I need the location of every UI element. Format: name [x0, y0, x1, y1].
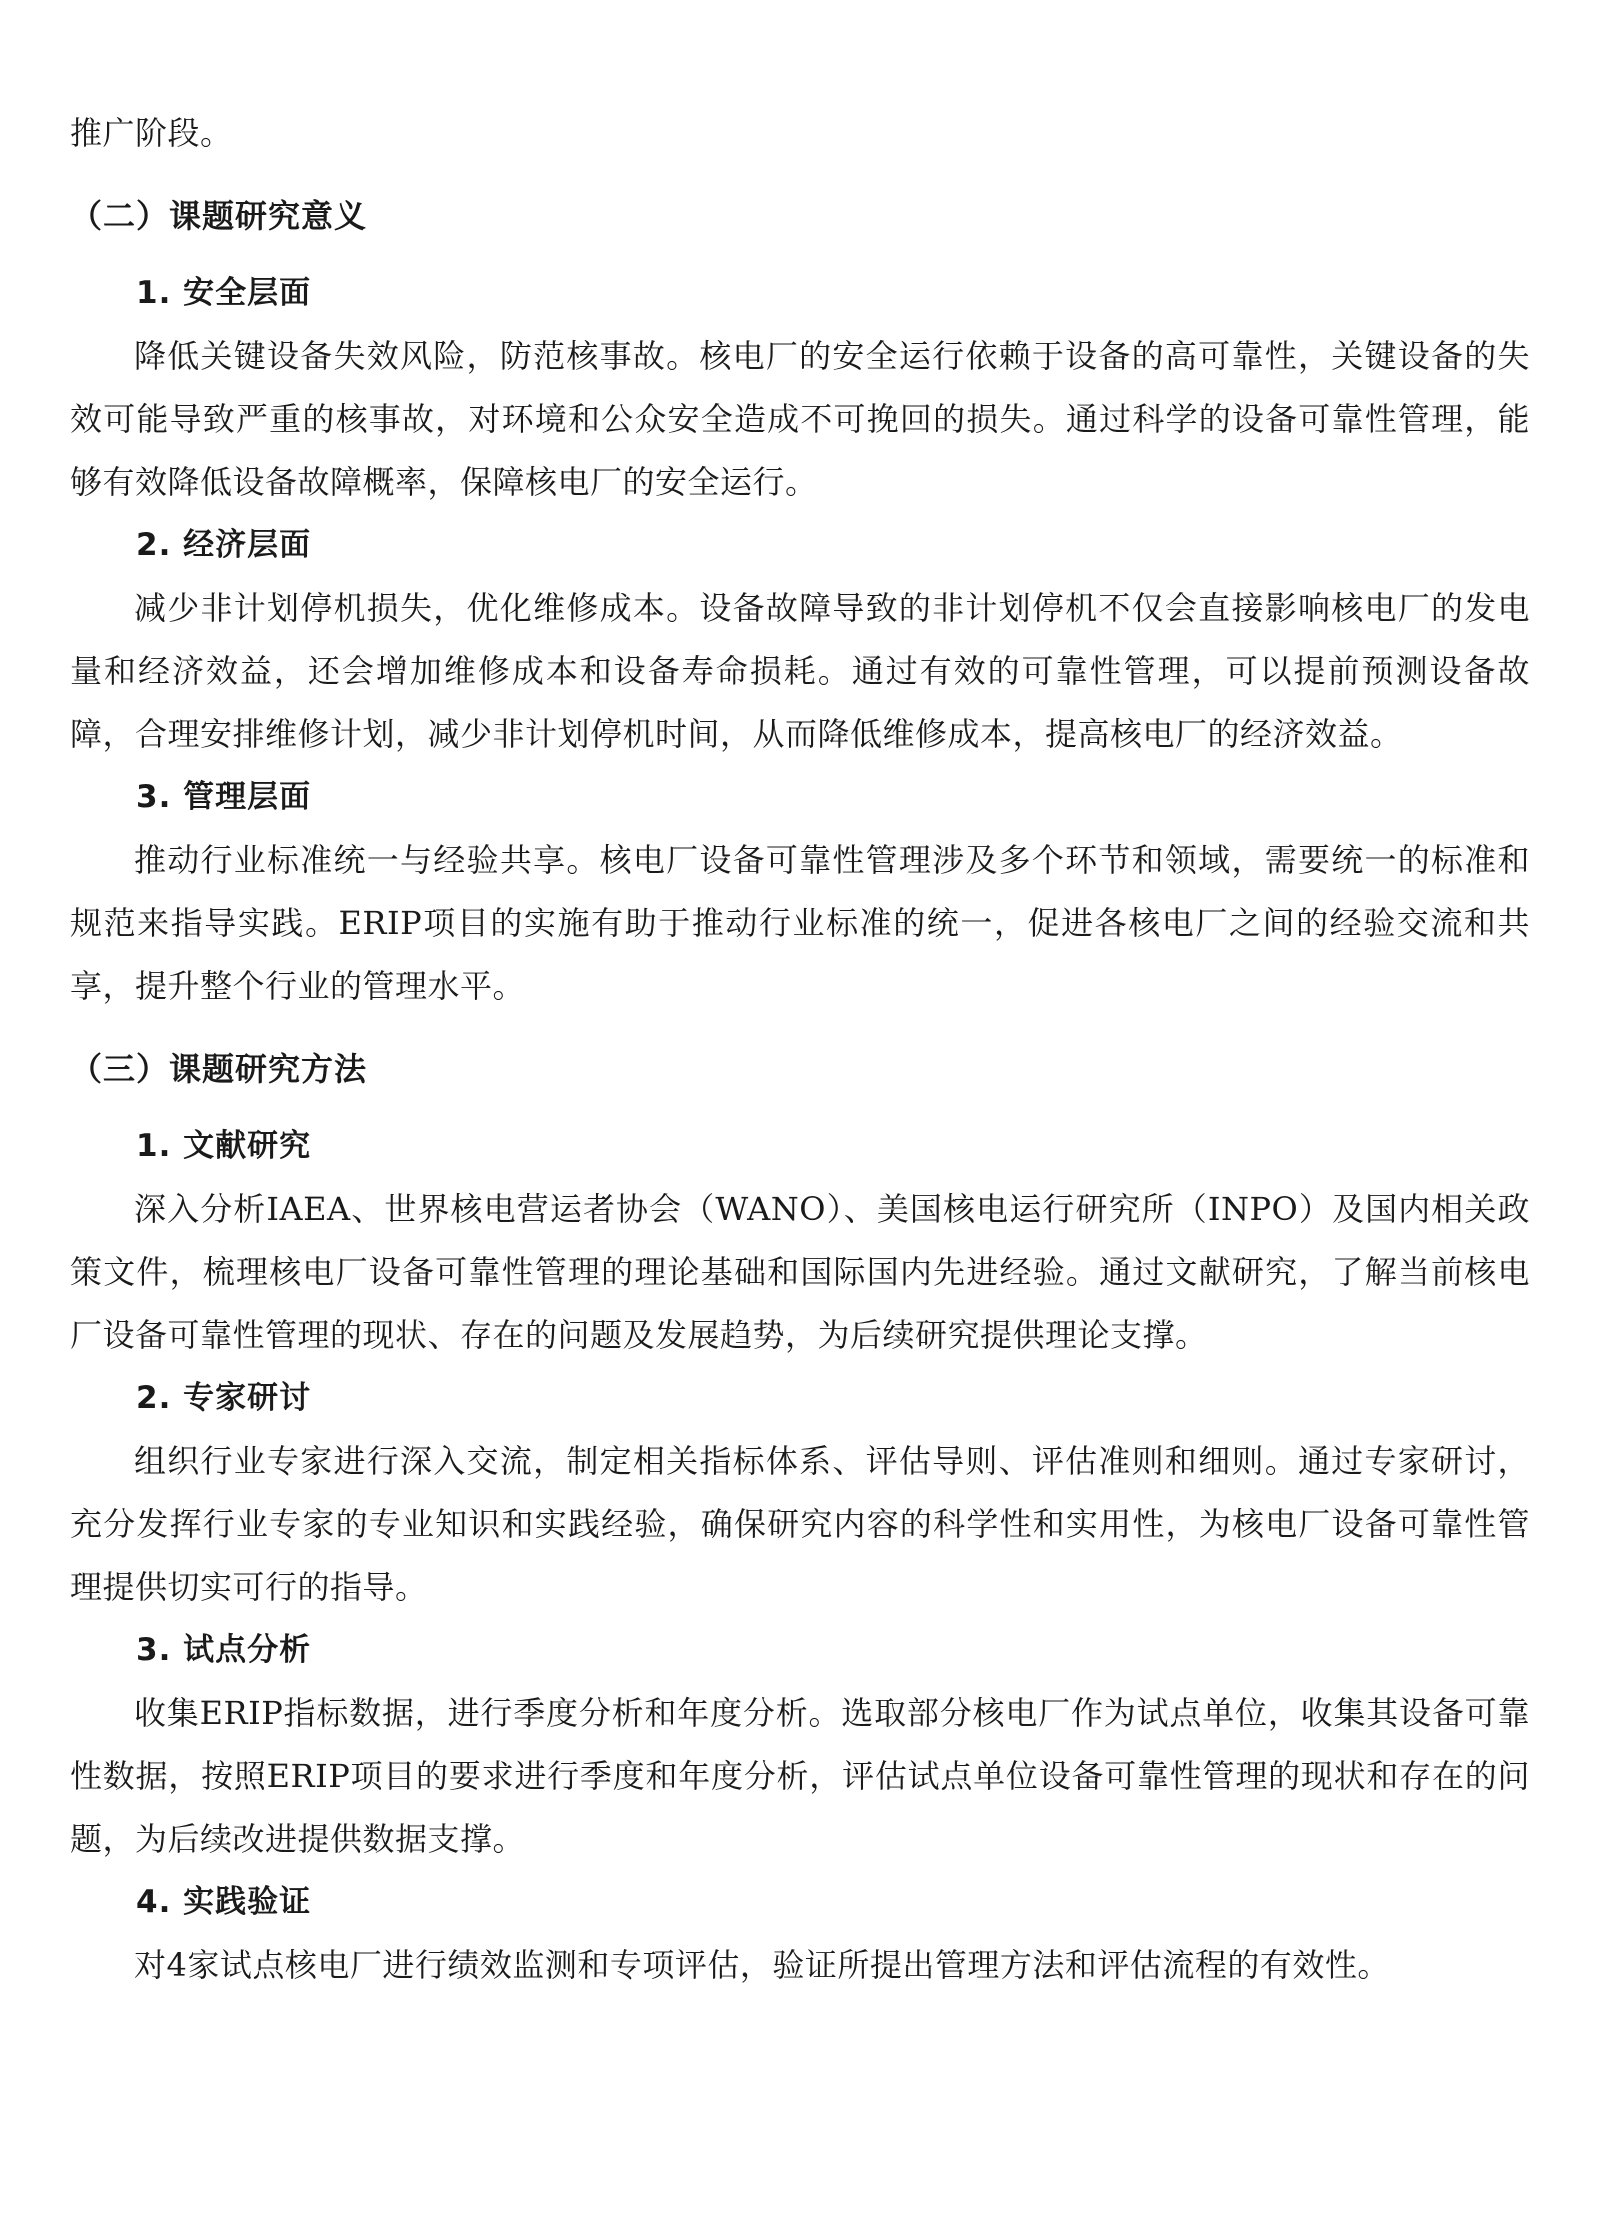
paragraph-management: 推动行业标准统一与经验共享。核电厂设备可靠性管理涉及多个环节和领域，需要统一的标准和规范来指导实践。ERIP项目的实施有助于推动行业标准的统一，促进各核电厂之间的经验交流和共享，提升整个行业的管理水平。	[70, 841, 1530, 1005]
paragraph-pilot: 收集ERIP指标数据，进行季度分析和年度分析。选取部分核电厂作为试点单位，收集其设备可靠性数据，按照ERIP项目的要求进行季度和年度分析，评估试点单位设备可靠性管理的现状和存在的问题，为后续改进提供数据支撑。	[70, 1694, 1530, 1858]
subheading-pilot: 3. 试点分析	[136, 1632, 312, 1668]
paragraph-literature: 深入分析IAEA、世界核电营运者协会（WANO）、美国核电运行研究所（INPO）及国内相关政策文件，梳理核电厂设备可靠性管理的理论基础和国际国内先进经验。通过文献研究，了解当前核电厂设备可靠性管理的现状、存在的问题及发展趋势，为后续研究提供理论支撑。	[70, 1190, 1530, 1354]
document-page	[70, 108, 1530, 1997]
subheading-safety: 1. 安全层面	[136, 275, 312, 311]
subheading-practice: 4. 实践验证	[136, 1884, 312, 1920]
subheading-management: 3. 管理层面	[136, 779, 312, 815]
subheading-literature: 1. 文献研究	[136, 1128, 312, 1164]
intro-continuation: 推广阶段。	[70, 114, 233, 152]
paragraph-expert: 组织行业专家进行深入交流，制定相关指标体系、评估导则、评估准则和细则。通过专家研讨，充分发挥行业专家的专业知识和实践经验，确保研究内容的科学性和实用性，为核电厂设备可靠性管理提供切实可行的指导。	[70, 1442, 1530, 1606]
section-heading-significance: （二）课题研究意义	[70, 197, 368, 235]
subheading-economic: 2. 经济层面	[136, 527, 312, 563]
section-heading-methods: （三）课题研究方法	[70, 1050, 368, 1088]
paragraph-practice: 对4家试点核电厂进行绩效监测和专项评估，验证所提出管理方法和评估流程的有效性。	[134, 1946, 1390, 1984]
paragraph-economic: 减少非计划停机损失，优化维修成本。设备故障导致的非计划停机不仅会直接影响核电厂的发电量和经济效益，还会增加维修成本和设备寿命损耗。通过有效的可靠性管理，可以提前预测设备故障，合理安排维修计划，减少非计划停机时间，从而降低维修成本，提高核电厂的经济效益。	[70, 589, 1530, 753]
subheading-expert: 2. 专家研讨	[136, 1380, 312, 1416]
paragraph-safety: 降低关键设备失效风险，防范核事故。核电厂的安全运行依赖于设备的高可靠性，关键设备的失效可能导致严重的核事故，对环境和公众安全造成不可挽回的损失。通过科学的设备可靠性管理，能够有效降低设备故障概率，保障核电厂的安全运行。	[70, 337, 1530, 501]
